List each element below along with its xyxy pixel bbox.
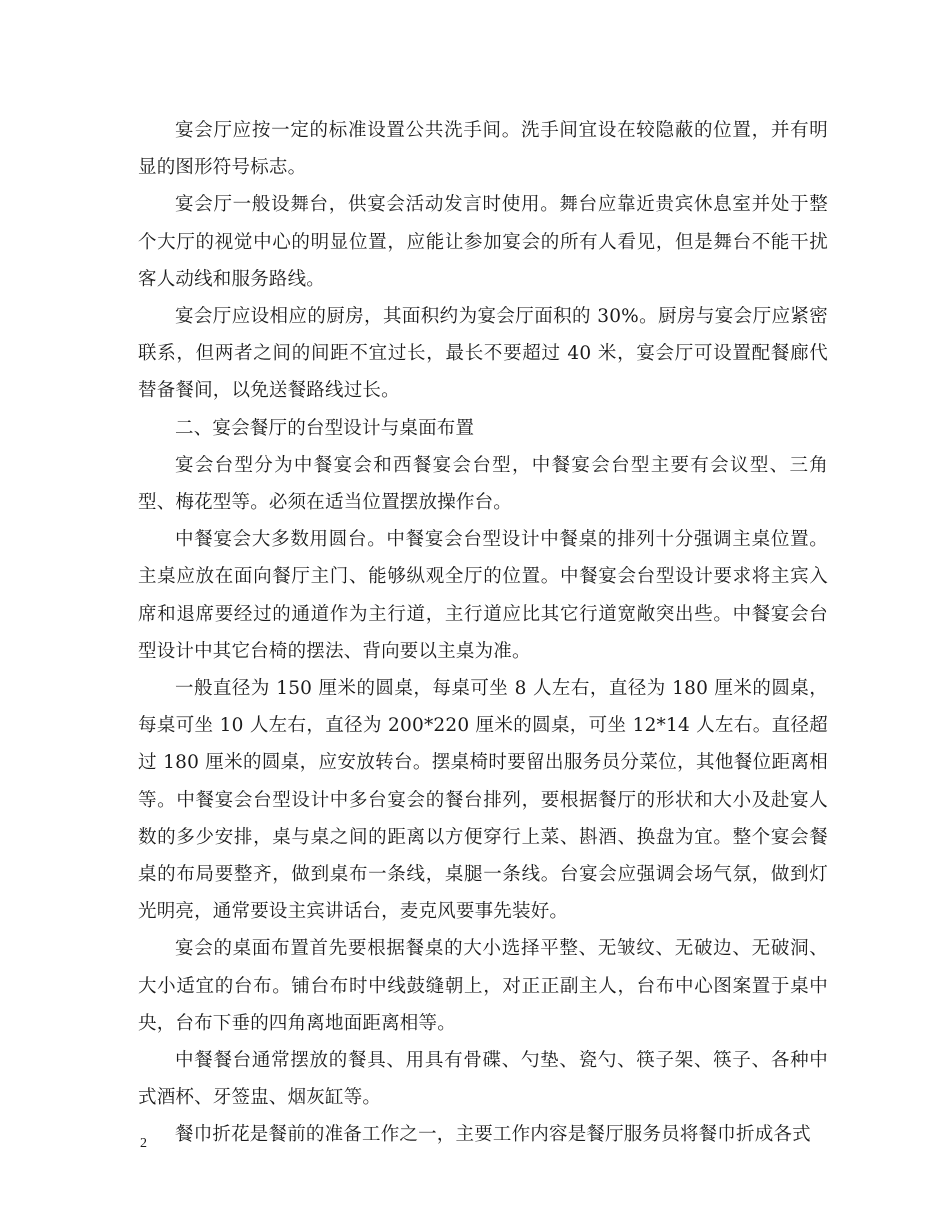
paragraph: 宴会厅一般设舞台，供宴会活动发言时使用。舞台应靠近贵宾休息室并处于整个大厅的视觉中心的明显位置，应能让参加宴会的所有人看见，但是舞台不能干扰客人动线和服务路线。 — [138, 194, 828, 290]
paragraph: 餐巾折花是餐前的准备工作之一，主要工作内容是餐厅服务员将餐巾折成各式 — [175, 1124, 811, 1146]
section-heading: 二、宴会餐厅的台型设计与桌面布置 — [175, 417, 475, 439]
paragraph: 宴会台型分为中餐宴会和西餐宴会台型，中餐宴会台型主要有会议型、三角型、梅花型等。必须在适当位置摆放操作台。 — [138, 454, 828, 514]
paragraph: 中餐餐台通常摆放的餐具、用具有骨碟、勺垫、瓷勺、筷子架、筷子、各种中式酒杯、牙签盅、烟灰缸等。 — [138, 1050, 828, 1109]
paragraph: 宴会厅应设相应的厨房，其面积约为宴会厅面积的 30%。厨房与宴会厅应紧密联系，但两者之间的间距不宜过长，最长不要超过 40 米，宴会厅可设置配餐廊代替备餐间，以免送餐路线过长。 — [138, 306, 828, 402]
paragraph: 中餐宴会大多数用圆台。中餐宴会台型设计中餐桌的排列十分强调主桌位置。主桌应放在面向餐厅主门、能够纵观全厅的位置。中餐宴会台型设计要求将主宾入席和退席要经过的通道作为主行道，主行道应比其它行道宽敞突出些。中餐宴会台型设计中其它台椅的摆法、背向要以主桌为准。 — [138, 529, 828, 662]
paragraph: 宴会厅应按一定的标准设置公共洗手间。洗手间宜设在较隐蔽的位置，并有明显的图形符号标志。 — [138, 120, 828, 179]
body-text — [138, 112, 828, 1154]
paragraph: 一般直径为 150 厘米的圆桌，每桌可坐 8 人左右，直径为 180 厘米的圆桌，每桌可坐 10 人左右，直径为 200*220 厘米的圆桌，可坐 12*14 人左右。直径超过 180 厘米的圆桌，应安放转台。摆桌椅时要留出服务员分菜位，其他餐位距离相等。中餐宴会台型设计中多台宴会的餐台排列，要根据餐厅的形状和大小及赴宴人数的多少安排，桌与桌之间的距离以方便穿行上菜、斟酒、换盘为宜。整个宴会餐桌的布局要整齐，做到桌布一条线，桌腿一条线。台宴会应强调会场气氛，做到灯光明亮，通常要设主宾讲话台，麦克风要事先装好。 — [138, 678, 828, 923]
paragraph: 宴会的桌面布置首先要根据餐桌的大小选择平整、无皱纹、无破边、无破洞、大小适宜的台布。铺台布时中线鼓缝朝上，对正正副主人，台布中心图案置于桌中央，台布下垂的四角离地面距离相等。 — [138, 938, 828, 1034]
page-number: 2 — [140, 1136, 147, 1151]
